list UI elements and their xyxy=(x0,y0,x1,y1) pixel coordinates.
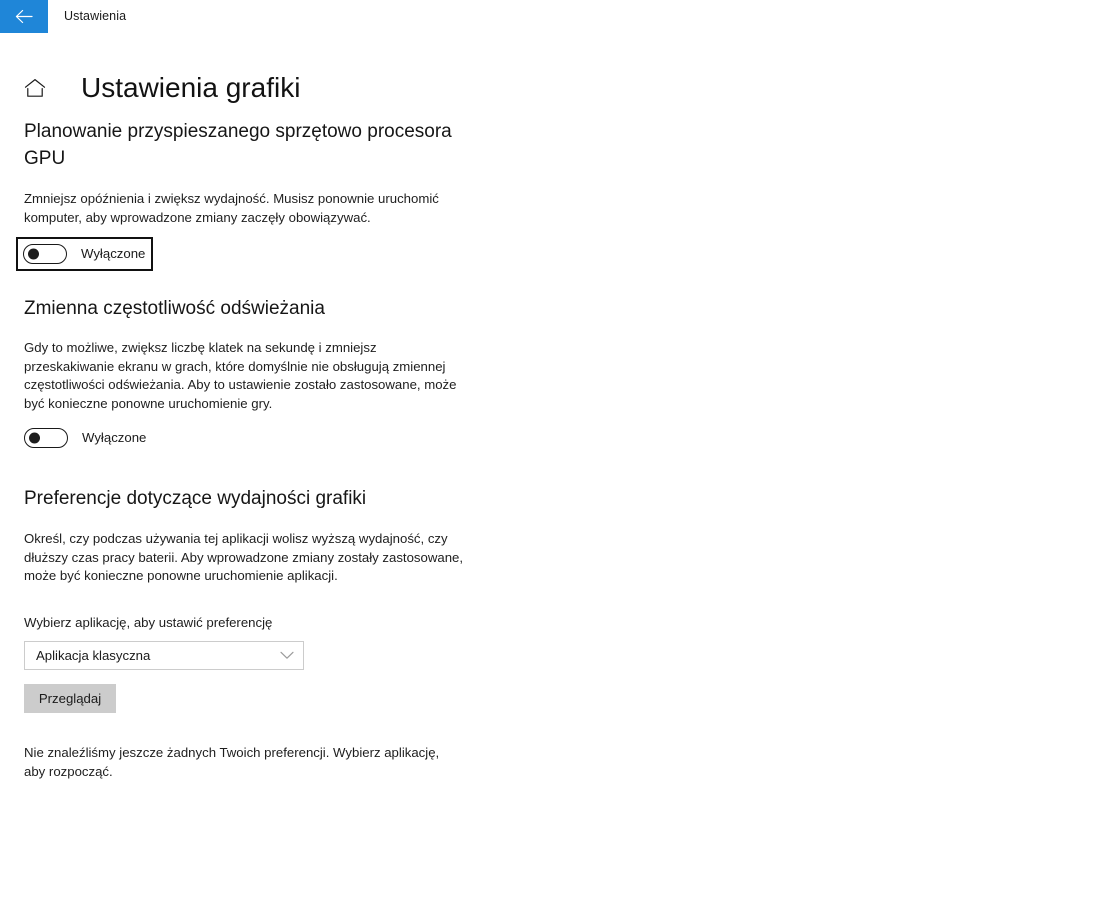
gpu-scheduling-toggle[interactable] xyxy=(18,239,151,269)
section-heading-gpu-scheduling: Planowanie przyspieszanego sprzętowo procesora GPU xyxy=(24,121,452,169)
section-heading-variable-refresh-rate: Zmienna częstotliwość odświeżania xyxy=(24,298,325,319)
title-bar xyxy=(0,0,1102,33)
settings-content xyxy=(24,118,494,227)
section-variable-refresh-rate xyxy=(24,295,494,413)
variable-refresh-rate-toggle[interactable] xyxy=(24,428,146,448)
back-button[interactable] xyxy=(0,0,48,33)
section-description-variable-refresh-rate: Gdy to możliwe, zwiększ liczbę klatek na sekundę i zmniejsz przeskakiwanie ekranu w grach, które domyślnie nie obsługują zmiennej częstotliwości odświeżania. Aby to ustawienie zostało zastosowane, może być konieczne ponowne uruchomienie gry. xyxy=(24,340,457,411)
chevron-down-icon xyxy=(280,647,294,665)
app-type-select[interactable] xyxy=(24,641,304,670)
browse-button[interactable]: Przeglądaj xyxy=(24,684,116,713)
toggle-switch-off-icon xyxy=(24,428,68,448)
section-description-gpu-scheduling: Zmniejsz opóźnienia i zwiększ wydajność. Musisz ponownie uruchomić komputer, aby wprowadzone zmiany zaczęły obowiązywać. xyxy=(24,191,439,225)
section-heading-graphics-performance: Preferencje dotyczące wydajności grafiki xyxy=(24,488,367,509)
toggle-knob xyxy=(28,249,39,260)
empty-preferences-note: Nie znaleźliśmy jeszcze żadnych Twoich preferencji. Wybierz aplikację, aby rozpocząć. xyxy=(24,745,440,779)
page-header xyxy=(0,52,300,124)
toggle-switch-off-icon xyxy=(23,244,67,264)
section-description-graphics-performance: Określ, czy podczas używania tej aplikacji wolisz wyższą wydajność, czy dłuższy czas pracy baterii. Aby wprowadzone zmiany zostały zastosowane, może być konieczne ponowne uruchomienie aplikacji. xyxy=(24,531,464,584)
arrow-left-icon xyxy=(15,9,33,24)
toggle-knob xyxy=(29,433,40,444)
variable-refresh-rate-toggle-label: Wyłączone xyxy=(82,430,147,445)
home-icon[interactable] xyxy=(20,73,50,103)
gpu-scheduling-toggle-label: Wyłączone xyxy=(81,246,146,261)
variable-refresh-rate-toggle-container xyxy=(24,428,146,453)
window-title: Ustawienia xyxy=(64,9,127,23)
app-type-select-value: Aplikacja klasyczna xyxy=(36,648,151,663)
page-title: Ustawienia grafiki xyxy=(81,71,301,103)
gpu-scheduling-toggle-container xyxy=(24,239,151,269)
section-graphics-performance xyxy=(24,485,494,586)
app-picker-label: Wybierz aplikację, aby ustawić preferencję xyxy=(24,615,273,630)
